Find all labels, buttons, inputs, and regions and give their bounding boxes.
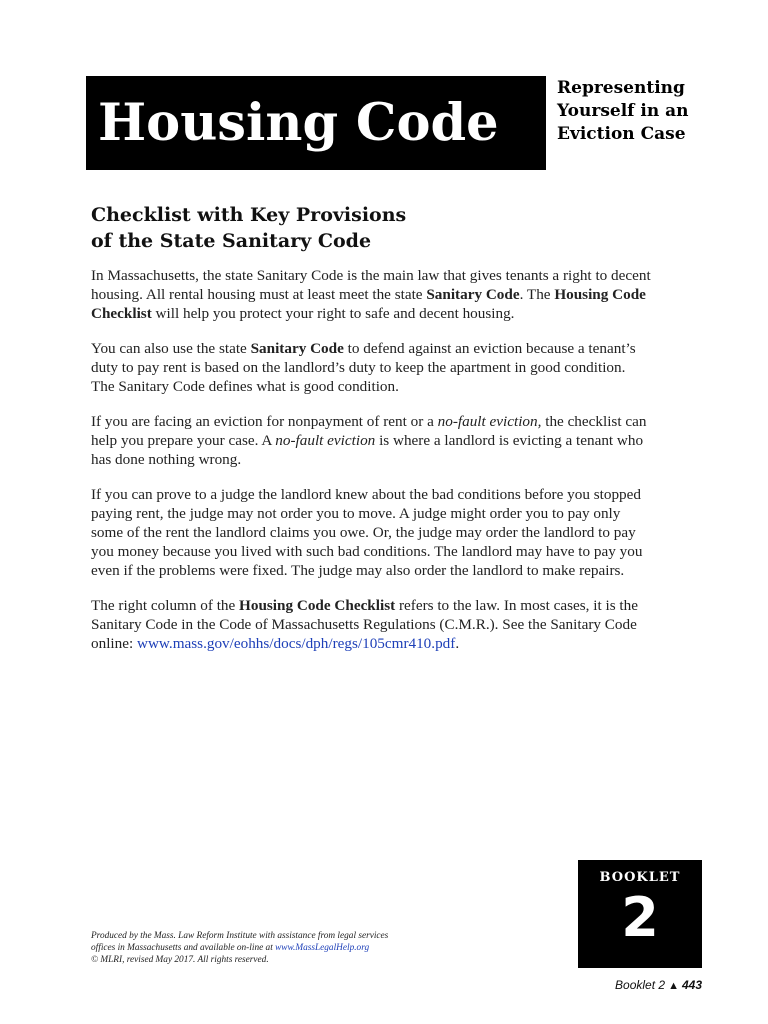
- text: If you can prove to a judge the landlord knew about the bad conditions before you stopped paying rent, the judge may not order you to move. A judge might order you to pay only some of the rent the landlord claims you owe. Or, the judge may order the landlord to pay you money because you lived with such bad conditions. The landlord may have to pay you even if the problems were fixed. The judge may also order the landlord to make repairs.: [91, 486, 643, 579]
- copyright-line: © MLRI, revised May 2017. All rights reserved.: [91, 955, 269, 965]
- text: The right column of the: [91, 597, 240, 614]
- text: the checklist can help you prepare your case. A: [91, 413, 647, 449]
- text: refers to the law. In most cases, it is the Sanitary Code in the Code of Massachusetts Regulations (C.M.R.). See the Sanitary Code online:: [91, 597, 638, 652]
- subtitle-line: Representing: [557, 78, 685, 98]
- triangle-icon: ▲: [668, 980, 679, 992]
- title-banner: [86, 76, 546, 170]
- bold-term: Housing Code Checklist: [239, 597, 396, 614]
- body-text: [91, 266, 651, 669]
- sanitary-code-link[interactable]: www.mass.gov/eohhs/docs/dph/regs/105cmr410.pdf: [136, 635, 456, 652]
- bold-term: Housing Code Checklist: [91, 286, 646, 322]
- section-heading-line: of the State Sanitary Code: [91, 230, 372, 252]
- bold-term: Sanitary Code: [250, 340, 344, 357]
- paragraph-2: [91, 339, 651, 396]
- page-title: Housing Code: [98, 93, 499, 153]
- subtitle-line: Eviction Case: [557, 124, 686, 144]
- section-heading-line: Checklist with Key Provisions: [91, 204, 407, 226]
- credits: [91, 930, 421, 966]
- paragraph-5: [91, 596, 651, 653]
- booklet-number: 2: [621, 886, 659, 949]
- text: . The: [519, 286, 555, 303]
- paragraph-1: [91, 266, 651, 323]
- masslegalhelp-link[interactable]: www.MassLegalHelp.org: [275, 943, 370, 953]
- paragraph-3: [91, 412, 651, 469]
- text: is where a landlord is evicting a tenant who has done nothing wrong.: [91, 432, 644, 468]
- italic-term: no-fault eviction,: [437, 413, 542, 430]
- page-footer: [578, 978, 702, 992]
- footer-label: Booklet 2: [615, 978, 666, 992]
- subtitle: [557, 77, 727, 146]
- text: will help you protect your right to safe and decent housing.: [151, 305, 515, 322]
- text: In Massachusetts, the state Sanitary Code is the main law that gives tenants a right to decent housing. All rental housing must at least meet the state: [91, 267, 651, 303]
- paragraph-4: [91, 485, 651, 580]
- section-heading: [91, 202, 691, 254]
- page-number: 443: [681, 978, 702, 992]
- credits-line: Produced by the Mass. Law Reform Institute with assistance from legal services: [91, 931, 389, 941]
- italic-term: no-fault eviction: [275, 432, 376, 449]
- text: to defend against an eviction because a tenant’s duty to pay rent is based on the landlord’s duty to keep the apartment in good condition. The Sanitary Code defines what is good condition.: [91, 340, 636, 395]
- credits-line: [91, 942, 421, 954]
- subtitle-line: Yourself in an: [557, 101, 689, 121]
- text: If you are facing an eviction for nonpayment of rent or a: [91, 413, 438, 430]
- text: .: [455, 635, 460, 652]
- booklet-badge: [578, 860, 702, 968]
- text: You can also use the state: [91, 340, 251, 357]
- bold-term: Sanitary Code: [426, 286, 520, 303]
- text: offices in Massachusetts and available on-line at: [91, 943, 276, 953]
- booklet-label: BOOKLET: [599, 870, 681, 885]
